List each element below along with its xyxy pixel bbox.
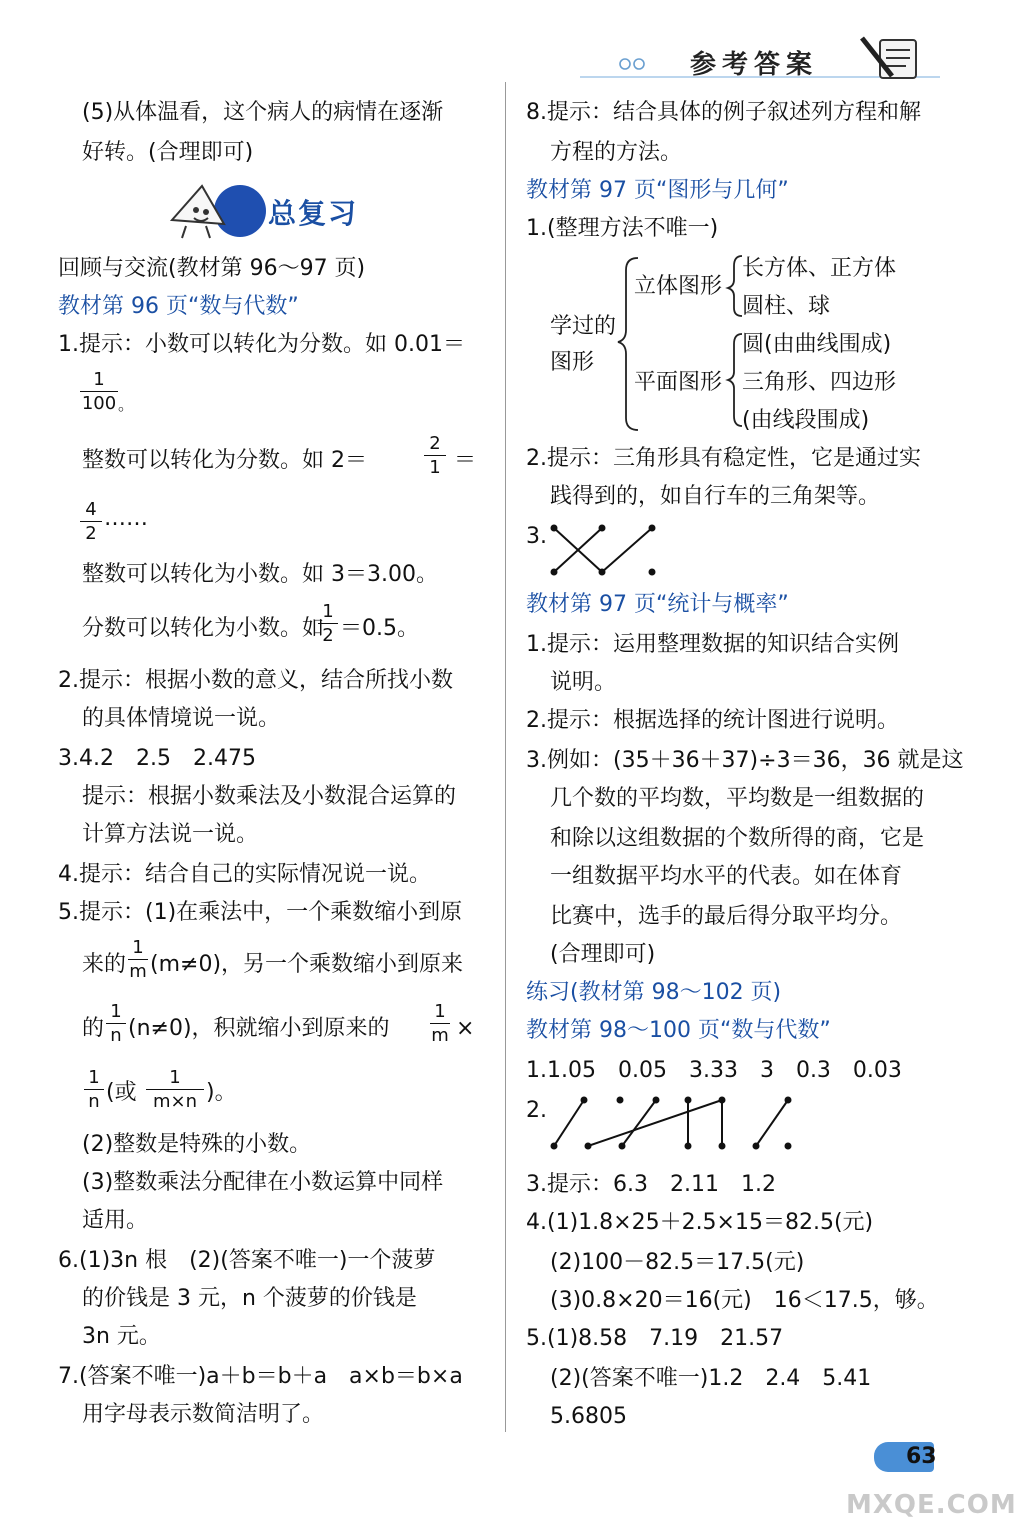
line: 的 <box>82 1016 105 1041</box>
line: 1.1.05 0.05 3.33 3 0.3 0.03 <box>526 1058 902 1083</box>
subheading: 练习(教材第 98～102 页) <box>526 980 782 1005</box>
watermark: MXQE.COM <box>846 1490 1017 1520</box>
tree-root: 学过的 <box>550 314 617 339</box>
line: 说明。 <box>550 670 617 695</box>
line: 2.提示：根据小数的意义，结合所找小数 <box>58 668 453 693</box>
line: 3.4.2 2.5 2.475 <box>58 746 256 771</box>
line: 用字母表示数简洁明了。 <box>82 1402 325 1427</box>
line: 1.提示：小数可以转化为分数。如 0.01＝ <box>58 332 465 357</box>
line: (或 <box>106 1080 137 1105</box>
line: 来的 <box>82 952 127 977</box>
line: 7.(答案不唯一)a＋b＝b＋a a×b＝b×a <box>58 1364 463 1389</box>
line: 几个数的平均数，平均数是一组数据的 <box>550 786 925 811</box>
line: 计算方法说一说。 <box>82 822 259 847</box>
line: 2.提示：根据选择的统计图进行说明。 <box>526 708 899 733</box>
equals: ＝ <box>454 448 477 473</box>
line: (3)整数乘法分配律在小数运算中同样 <box>82 1170 444 1195</box>
tree-leaf: (由线段围成) <box>742 408 870 433</box>
tree-leaf: 三角形、四边形 <box>742 370 897 395</box>
subheading: 教材第 97 页“统计与概率” <box>526 592 789 617</box>
tree-leaf: 长方体、正方体 <box>742 256 897 281</box>
notebook-pen-icon <box>858 34 928 84</box>
ellipsis: …… <box>104 506 148 531</box>
line: 的价钱是 3 元，n 个菠萝的价钱是 <box>82 1286 417 1311</box>
line: 回顾与交流(教材第 96～97 页) <box>58 256 366 281</box>
fraction: 1 m <box>431 1001 449 1046</box>
line: 5.(1)8.58 7.19 21.57 <box>526 1326 784 1351</box>
line: 2. <box>526 1098 547 1123</box>
fraction: 4 2 <box>80 500 102 546</box>
tree-node: 平面图形 <box>634 370 723 395</box>
line: 6.(1)3n 根 (2)(答案不唯一)一个菠萝 <box>58 1248 436 1273</box>
fraction: 1 m <box>129 937 147 982</box>
tree-leaf: 圆柱、球 <box>742 294 831 319</box>
line: 3. <box>526 524 547 549</box>
tree-root: 图形 <box>550 350 595 375</box>
fraction: 1 100 <box>81 369 117 414</box>
line: 5.提示：(1)在乘法中，一个乘数缩小到原 <box>58 900 463 925</box>
header-title: 参考答案 <box>690 50 819 80</box>
column-divider <box>505 82 506 1432</box>
line: 分数可以转化为小数。如 <box>82 616 325 641</box>
line: )。 <box>206 1080 237 1105</box>
section-title: 总复习 <box>268 197 359 230</box>
line: (m≠0)，另一个乘数缩小到原来 <box>150 952 464 977</box>
line: 好转。(合理即可) <box>82 140 254 165</box>
line: (合理即可) <box>550 942 656 967</box>
fraction: 1 2 <box>318 602 338 648</box>
fraction: 1 n <box>84 1068 104 1114</box>
line: 比赛中，选手的最后得分取平均分。 <box>550 904 903 929</box>
page-number: 63 <box>906 1444 937 1469</box>
subheading: 教材第 97 页“图形与几何” <box>526 178 789 203</box>
line: (3)0.8×20＝16(元) 16＜17.5，够。 <box>550 1288 939 1313</box>
line: 践得到的，如自行车的三角架等。 <box>550 484 881 509</box>
period: 。 <box>118 395 135 414</box>
line: (2)整数是特殊的小数。 <box>82 1132 312 1157</box>
fraction: 1 n <box>106 1002 126 1048</box>
subheading: 教材第 98～100 页“数与代数” <box>526 1018 831 1043</box>
times: × <box>456 1016 475 1041</box>
line: 3.提示：6.3 2.11 1.2 <box>526 1172 776 1197</box>
line: 4.(1)1.8×25＋2.5×15＝82.5(元) <box>526 1210 874 1235</box>
fraction: 2 1 <box>424 434 446 480</box>
line: 3n 元。 <box>82 1324 161 1349</box>
line: 适用。 <box>82 1208 149 1233</box>
pizza-mascot-icon <box>166 180 266 242</box>
line: 8.提示：结合具体的例子叙述列方程和解 <box>526 100 921 125</box>
matching-lines-figure <box>548 522 668 578</box>
line: 3.例如：(35＋36＋37)÷3＝36，36 就是这 <box>526 748 964 773</box>
line: ＝0.5。 <box>340 616 419 641</box>
line: 1.提示：运用整理数据的知识结合实例 <box>526 632 899 657</box>
line: 一组数据平均水平的代表。如在体育 <box>550 864 903 889</box>
line: 2.提示：三角形具有稳定性，它是通过实 <box>526 446 921 471</box>
line: 方程的方法。 <box>550 140 683 165</box>
tree-leaf: 圆(由曲线围成) <box>742 332 892 357</box>
line: 5.6805 <box>550 1404 627 1429</box>
line: (5)从体温看，这个病人的病情在逐渐 <box>82 100 444 125</box>
line: 1.(整理方法不唯一) <box>526 216 719 241</box>
line: 的具体情境说一说。 <box>82 706 281 731</box>
fraction: 1 m×n <box>146 1068 204 1114</box>
line: (2)100－82.5＝17.5(元) <box>550 1250 805 1275</box>
line: (n≠0)，积就缩小到原来的 <box>128 1016 390 1041</box>
line: 整数可以转化为小数。如 3＝3.00。 <box>82 562 438 587</box>
tree-node: 立体图形 <box>634 274 723 299</box>
line: (2)(答案不唯一)1.2 2.4 5.41 <box>550 1366 872 1391</box>
header-dots-icon <box>618 56 648 72</box>
line: 和除以这组数据的个数所得的商，它是 <box>550 826 925 851</box>
line: 提示：根据小数乘法及小数混合运算的 <box>82 784 457 809</box>
subheading: 教材第 96 页“数与代数” <box>58 294 299 319</box>
line: 4.提示：结合自己的实际情况说一说。 <box>58 862 431 887</box>
line: 整数可以转化为分数。如 2＝ <box>82 448 367 473</box>
matching-lines-figure <box>548 1094 798 1152</box>
